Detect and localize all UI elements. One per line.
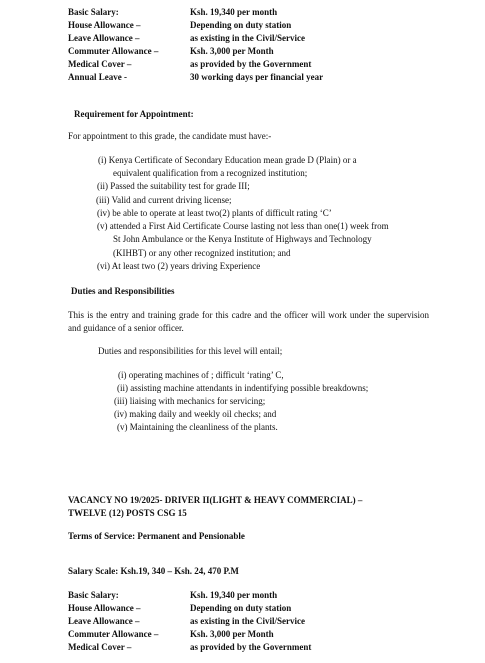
term-label: Commuter Allowance –	[68, 46, 159, 56]
term-label: House Allowance –	[68, 603, 141, 613]
list-item: (vi) At least two (2) years driving Experience	[97, 261, 261, 271]
list-item: (iv) making daily and weekly oil checks; and	[114, 409, 277, 419]
term-label: Annual Leave -	[68, 72, 128, 82]
list-item: St John Ambulance or the Kenya Institute of Highways and Technology	[113, 234, 372, 244]
list-item: (i) Kenya Certificate of Secondary Education mean grade D (Plain) or a	[98, 155, 357, 165]
list-item: (iii) liaising with mechanics for servicing;	[114, 396, 266, 406]
term-label: House Allowance –	[68, 20, 141, 30]
term-value: as existing in the Civil/Service	[190, 616, 305, 626]
list-item: (KIHBT) or any other recognized institution; and	[113, 248, 291, 258]
term-value: Ksh. 19,340 per month	[190, 590, 278, 600]
duties-heading: Duties and Responsibilities	[71, 286, 175, 296]
term-value: Ksh. 3,000 per Month	[190, 629, 274, 639]
term-value: Ksh. 3,000 per Month	[190, 46, 274, 56]
vacancy-title: VACANCY NO 19/2025- DRIVER II(LIGHT & HEAVY COMMERCIAL) –	[68, 495, 363, 505]
term-label: Commuter Allowance –	[68, 629, 159, 639]
requirements-intro: For appointment to this grade, the candidate must have:-	[68, 131, 272, 141]
term-value: as existing in the Civil/Service	[190, 33, 305, 43]
term-value: 30 working days per financial year	[190, 72, 324, 82]
term-label: Basic Salary:	[68, 7, 119, 17]
list-item: equivalent qualification from a recognized institution;	[113, 168, 308, 178]
list-item: (iv) be able to operate at least two(2) plants of difficult rating ‘C’	[97, 208, 332, 218]
term-label: Leave Allowance –	[68, 616, 140, 626]
duties-paragraph: This is the entry and training grade for this cadre and the officer will work under the supervision and guidance of a senior officer.	[68, 310, 429, 333]
list-item: (v) Maintaining the cleanliness of the plants.	[117, 422, 278, 432]
term-value: as provided by the Government	[190, 642, 312, 652]
list-item: (v) attended a First Aid Certificate Course lasting not less than one(1) week from	[97, 221, 389, 231]
term-label: Basic Salary:	[68, 590, 119, 600]
term-value: Depending on duty station	[190, 603, 292, 613]
list-item: (iii) Valid and current driving license;	[96, 195, 232, 205]
list-item: (ii) Passed the suitability test for grade III;	[97, 181, 250, 191]
salary-scale: Salary Scale: Ksh.19, 340 – Ksh. 24, 470 P.M	[68, 566, 239, 576]
term-value: Depending on duty station	[190, 20, 292, 30]
term-value: as provided by the Government	[190, 59, 312, 69]
vacancy-title-line2: TWELVE (12) POSTS CSG 15	[68, 508, 187, 518]
list-item: (ii) assisting machine attendants in indentifying possible breakdowns;	[117, 383, 369, 393]
term-label: Leave Allowance –	[68, 33, 140, 43]
duties-intro: Duties and responsibilities for this level will entail;	[98, 346, 283, 356]
terms-of-service: Terms of Service: Permanent and Pensionable	[68, 531, 245, 541]
term-label: Medical Cover –	[68, 642, 132, 652]
term-label: Medical Cover –	[68, 59, 132, 69]
list-item: (i) operating machines of ; difficult ‘rating’ C,	[118, 370, 284, 380]
requirements-heading: Requirement for Appointment:	[74, 109, 194, 119]
term-value: Ksh. 19,340 per month	[190, 7, 278, 17]
